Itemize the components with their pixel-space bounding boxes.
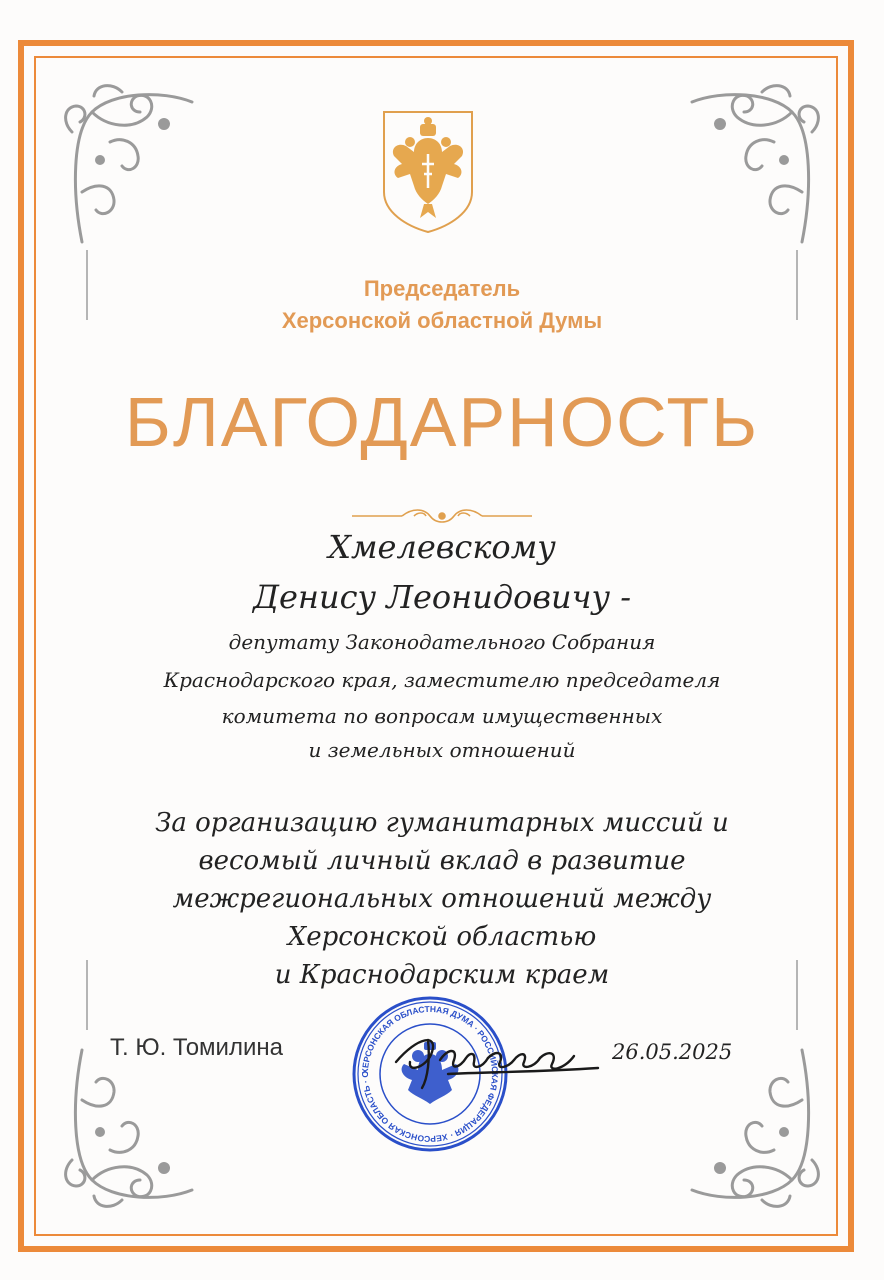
issue-date: 26.05.2025: [612, 1040, 733, 1064]
corner-ornament-bottom-left: [52, 1040, 202, 1220]
signer-name: Т. Ю. Томилина: [110, 1034, 283, 1061]
header-line-1: Председатель: [363, 276, 521, 301]
recipient-position-line: и земельных отношений: [308, 738, 576, 762]
divider-ornament: [352, 506, 532, 526]
recipient-name-line-2: Денису Леонидовичу -: [252, 578, 632, 616]
corner-ornament-top-right: [682, 72, 832, 252]
corner-ornament-bottom-right: [682, 1040, 832, 1220]
recipient-name-line-1: Хмелевскому: [328, 528, 556, 566]
double-headed-eagle-icon: [380, 108, 476, 236]
handwritten-signature: [388, 1022, 604, 1096]
reason-line: Херсонской областью: [287, 922, 597, 952]
document-title: БЛАГОДАРНОСТЬ: [124, 383, 760, 461]
recipient-position-line: Краснодарского края, заместителю председателя: [163, 668, 721, 692]
reason-line: межрегиональных отношений между: [172, 884, 712, 914]
recipient-position-line: депутату Законодательного Собрания: [228, 630, 656, 654]
reason-line: весомый личный вклад в развитие: [198, 846, 686, 876]
corner-ornament-top-left: [52, 72, 202, 252]
reason-line: и Краснодарским краем: [274, 960, 610, 990]
reason-line: За организацию гуманитарных миссий и: [155, 808, 729, 838]
stamp-ring-text: ХЕРСОНСКАЯ ОБЛАСТНАЯ ДУМА · РОССИЙСКАЯ ФЕДЕРАЦИЯ · ХЕРСОНСКАЯ ОБЛАСТЬ · О: [359, 1003, 501, 1145]
recipient-position-line: комитета по вопросам имущественных: [221, 704, 663, 728]
header-line-2: Херсонской областной Думы: [281, 308, 603, 333]
